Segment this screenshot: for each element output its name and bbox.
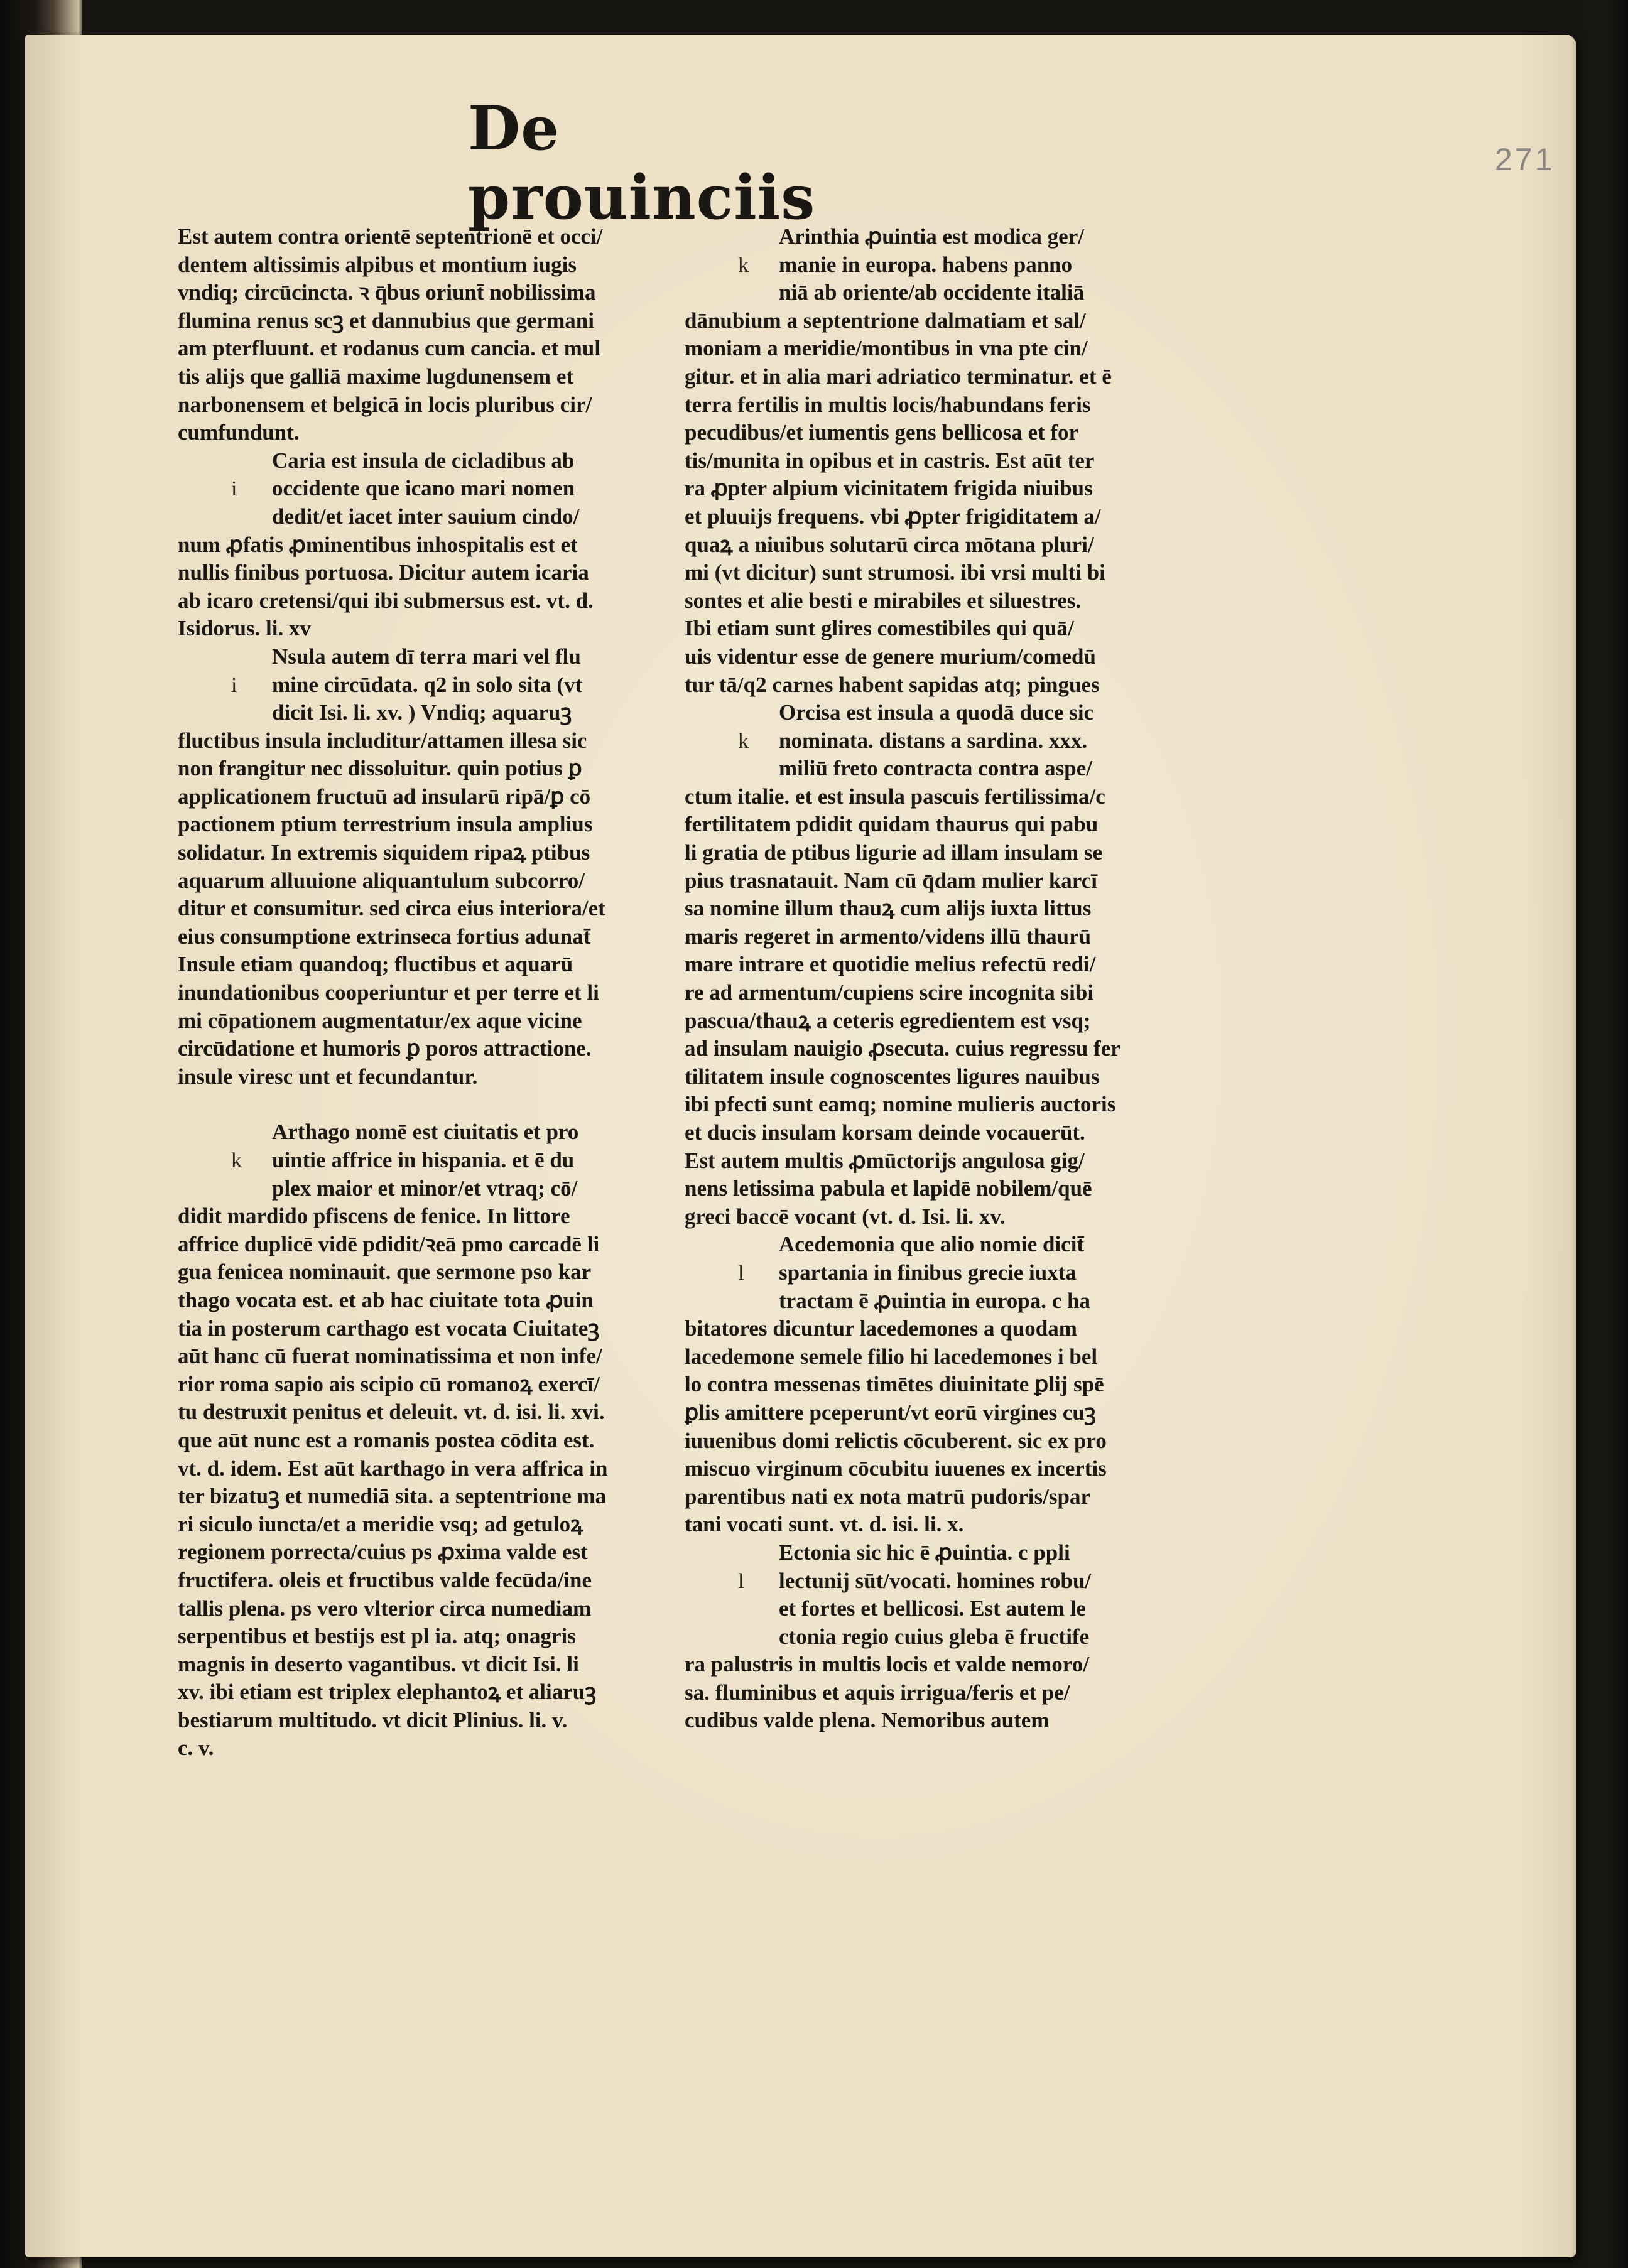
- text-line: pecudibus/et iumentis gens bellicosa et for: [685, 420, 1079, 445]
- guide-letter: k: [738, 253, 749, 277]
- text-line: [178, 671, 655, 699]
- text-line: nullis finibus portuosa. Dicitur autem icaria: [178, 560, 589, 585]
- text-line: ꝑlis amittere pceperunt/vt eorū virgines cuꝫ: [685, 1400, 1096, 1425]
- text-line: ibi pfecti sunt eamq; nomine mulieris auctoris: [685, 1092, 1116, 1117]
- text-line: pascua/thauꝝ a ceteris egredientem est vsq;: [685, 1008, 1091, 1033]
- text-line: sontes et alie besti e mirabiles et siluestres.: [685, 588, 1082, 613]
- line-text: Orcisa est insula a quodā duce sic: [779, 700, 1094, 725]
- text-line: mare intrare et quotidie melius refectū redi/: [685, 952, 1096, 977]
- text-line: maris regeret in armento/videns illū thaurū: [685, 924, 1092, 949]
- text-line: [685, 755, 1162, 783]
- text-line: [178, 503, 655, 531]
- line-text: ctonia regio cuius gleba ē fructife: [779, 1624, 1090, 1649]
- text-line: greci baccē vocant (vt. d. Isi. li. xv.: [685, 1204, 1006, 1229]
- text-line: magnis in deserto vagantibus. vt dicit Isi. li: [178, 1651, 579, 1677]
- text-line: circūdatione et humoris ꝑ poros attractione.: [178, 1036, 592, 1061]
- text-line: [178, 1118, 655, 1147]
- text-line: mi (vt dicitur) sunt strumosi. ibi vrsi multi bi: [685, 560, 1105, 585]
- text-line: tis/munita in opibus et in castris. Est aūt ter: [685, 448, 1095, 473]
- text-line: vndiq; circūcincta. ꝛ q̄bus oriunt̄ nobilissima: [178, 280, 596, 305]
- guide-letter: l: [738, 1261, 744, 1285]
- right-text-column: [685, 223, 1162, 1735]
- text-line: Est autem contra orientē septentrionē et occi/: [178, 224, 603, 249]
- text-line: tis alijs que galliā maxime lugdunensem et: [178, 364, 574, 389]
- text-line: c. v.: [178, 1736, 214, 1761]
- text-line: quaꝝ a niuibus solutarū circa mōtana pluri/: [685, 532, 1094, 557]
- guide-letter: k: [231, 1149, 242, 1172]
- text-line: bitatores dicuntur lacedemones a quodam: [685, 1316, 1077, 1341]
- text-line: sa nomine illum thauꝝ cum alijs iuxta littus: [685, 896, 1092, 921]
- line-text: uintie affrice in hispania. et ē du: [272, 1148, 575, 1172]
- text-line: Insule etiam quandoq; fluctibus et aquarū: [178, 952, 573, 977]
- text-line: fertilitatem pdidit quidam thaurus qui pabu: [685, 812, 1099, 837]
- text-line: [685, 727, 1162, 755]
- text-line: bestiarum multitudo. vt dicit Plinius. li. v.: [178, 1707, 568, 1732]
- text-line: eius consumptione extrinseca fortius adunat̄: [178, 924, 591, 949]
- text-line: et ducis insulam korsam deinde vocauerūt.: [685, 1120, 1085, 1145]
- text-line: parentibus nati ex nota matrū pudoris/spar: [685, 1484, 1090, 1509]
- text-line: [685, 251, 1162, 279]
- guide-letter: k: [738, 729, 749, 753]
- line-text: niā ab oriente/ab occidente italiā: [779, 280, 1085, 305]
- line-text: dedit/et iacet inter sauium cindo/: [272, 504, 580, 529]
- line-text: mine circūdata. q2 in solo sita (vt: [272, 672, 583, 697]
- line-text: miliū freto contracta contra aspe/: [779, 756, 1092, 781]
- text-line: lo contra messenas timētes diuinitate ꝑlij spē: [685, 1372, 1104, 1397]
- text-line: tallis plena. ps vero vlterior circa numediam: [178, 1596, 592, 1621]
- text-line: non frangitur nec dissoluitur. quin potius ꝑ: [178, 756, 582, 781]
- text-line: lacedemone semele filio hi lacedemones i bel: [685, 1344, 1098, 1369]
- line-text: Arthago nomē est ciuitatis et pro: [272, 1120, 579, 1145]
- text-line: rior roma sapio ais scipio cū romanoꝝ exercī/: [178, 1371, 600, 1396]
- text-line: ad insulam nauigio ꝓsecuta. cuius regressu fer: [685, 1036, 1121, 1061]
- text-line: li gratia de ptibus ligurie ad illam insulam se: [685, 840, 1103, 865]
- guide-letter: i: [231, 477, 237, 501]
- guide-letter: i: [231, 673, 237, 697]
- text-line: nens letissima pabula et lapidē nobilem/quē: [685, 1176, 1092, 1201]
- left-text-column: [178, 223, 655, 1763]
- text-line: tani vocati sunt. vt. d. isi. li. x.: [685, 1512, 964, 1537]
- text-line: gua fenicea nominauit. que sermone pso kar: [178, 1260, 592, 1285]
- text-line: ab icaro cretensi/qui ibi submersus est. vt. d.: [178, 588, 594, 613]
- text-line: tia in posterum carthago est vocata Ciuitateꝫ: [178, 1315, 600, 1341]
- text-line: cumfundunt.: [178, 420, 300, 445]
- text-line: Est autem multis ꝓmūctorijs angulosa gig/: [685, 1148, 1085, 1173]
- text-line: ra palustris in multis locis et valde nemoro/: [685, 1652, 1089, 1677]
- text-line: xv. ibi etiam est triplex elephantoꝝ et aliaruꝫ: [178, 1680, 597, 1705]
- text-line: tu destruxit penitus et deleuit. vt. d. isi. li. xvi.: [178, 1400, 605, 1425]
- text-line: Isidorus. li. xv: [178, 616, 311, 641]
- text-line: ri siculo iuncta/et a meridie vsq; ad getuloꝝ: [178, 1511, 583, 1536]
- text-line: cudibus valde plena. Nemoribus autem: [685, 1708, 1050, 1733]
- text-line: [178, 447, 655, 475]
- text-line: [685, 1595, 1162, 1623]
- text-line: pactionem ptium terrestrium insula amplius: [178, 812, 593, 837]
- text-line: narbonensem et belgicā in locis pluribus cir/: [178, 392, 592, 417]
- text-line: [178, 1147, 655, 1175]
- text-line: dānubium a septentrione dalmatiam et sal/: [685, 308, 1086, 333]
- text-line: [685, 279, 1162, 307]
- text-line: miscuo virginum cōcubitu iuuenes ex incertis: [685, 1456, 1107, 1481]
- text-line: affrice duplicē vidē pdidit/ꝛeā pmo carcadē li: [178, 1231, 600, 1256]
- text-line: num ꝓfatis ꝓminentibus inhospitalis est et: [178, 532, 578, 557]
- text-line: ditur et consumitur. sed circa eius interiora/et: [178, 896, 605, 921]
- text-line: uis videntur esse de genere murium/comedū: [685, 644, 1096, 669]
- line-text: lectunij sūt/vocati. homines robu/: [779, 1568, 1092, 1593]
- text-line: sa. fluminibus et aquis irrigua/feris et pe/: [685, 1680, 1070, 1705]
- text-line: [178, 699, 655, 727]
- text-line: [685, 699, 1162, 727]
- line-text: nominata. distans a sardina. xxx.: [779, 728, 1088, 753]
- text-line: aūt hanc cū fuerat nominatissima et non infe/: [178, 1344, 602, 1369]
- text-line: que aūt nunc est a romanis postea cōdita est.: [178, 1427, 595, 1452]
- text-line: [178, 1175, 655, 1203]
- line-text: Acedemonia que alio nomie dicit̄: [779, 1232, 1085, 1257]
- line-text: et fortes et bellicosi. Est autem le: [779, 1596, 1086, 1621]
- text-line: [178, 475, 655, 503]
- text-line: ctum italie. et est insula pascuis fertilissima/c: [685, 784, 1105, 809]
- line-text: occidente que icano mari nomen: [272, 476, 575, 501]
- text-line: serpentibus et bestijs est pl ia. atq; onagris: [178, 1624, 576, 1649]
- text-line: Ibi etiam sunt glires comestibiles qui quā/: [685, 616, 1074, 641]
- text-line: terra fertilis in multis locis/habundans feris: [685, 392, 1091, 417]
- text-line: thago vocata est. et ab hac ciuitate tota ꝓuin: [178, 1287, 594, 1312]
- text-line: gitur. et in alia mari adriatico terminatur. et ē: [685, 364, 1112, 389]
- folio-number: 271: [1495, 142, 1555, 177]
- text-line: moniam a meridie/montibus in vna pte cin/: [685, 336, 1088, 361]
- text-line: solidatur. In extremis siquidem ripaꝝ ptibus: [178, 840, 590, 865]
- text-line: [685, 1539, 1162, 1567]
- line-text: manie in europa. habens panno: [779, 252, 1073, 277]
- text-line: [685, 1623, 1162, 1651]
- text-line: iuuenibus domi relictis cōcuberent. sic ex pro: [685, 1428, 1107, 1453]
- text-line: ter bizatuꝫ et numediā sita. a septentrione ma: [178, 1484, 607, 1509]
- text-line: fluctibus insula includitur/attamen illesa sic: [178, 728, 587, 753]
- line-text: tractam ē ꝓuintia in europa. c ha: [779, 1288, 1091, 1313]
- text-line: didit mardido pfiscens de fenice. In littore: [178, 1204, 570, 1229]
- text-line: tilitatem insule cognoscentes ligures nauibus: [685, 1064, 1100, 1089]
- line-text: spartania in finibus grecie iuxta: [779, 1260, 1077, 1285]
- text-line: [685, 1287, 1162, 1315]
- text-line: regionem porrecta/cuius ps ꝓxima valde est: [178, 1540, 588, 1565]
- text-line: insule viresc unt et fecundantur.: [178, 1064, 478, 1089]
- text-line: pius trasnatauit. Nam cū q̄dam mulier karcī: [685, 868, 1097, 893]
- text-line: tur tā/q2 carnes habent sapidas atq; pingues: [685, 672, 1100, 697]
- page-edge-shadow: [1571, 0, 1628, 2268]
- text-line: [685, 1259, 1162, 1287]
- text-line: re ad armentum/cupiens scire incognita sibi: [685, 980, 1094, 1005]
- line-text: Nsula autem dī terra mari vel flu: [272, 644, 581, 669]
- text-line: applicationem fructuū ad insularū ripā/ꝑ cō: [178, 784, 591, 809]
- text-line: flumina renus scꝫ et dannubius que germani: [178, 308, 594, 333]
- text-line: [685, 1567, 1162, 1596]
- text-line: fructifera. oleis et fructibus valde fecūda/ine: [178, 1567, 592, 1592]
- text-line: mi cōpationem augmentatur/ex aque vicine: [178, 1008, 582, 1033]
- line-text: Caria est insula de cicladibus ab: [272, 448, 575, 473]
- text-line: et pluuijs frequens. vbi ꝓpter frigiditatem a/: [685, 504, 1101, 529]
- line-text: plex maior et minor/et vtraq; cō/: [272, 1175, 578, 1201]
- text-line: [178, 643, 655, 671]
- text-line: am pterfluunt. et rodanus cum cancia. et mul: [178, 336, 601, 361]
- text-line: inundationibus cooperiuntur et per terre et li: [178, 980, 599, 1005]
- text-line: vt. d. idem. Est aūt karthago in vera affrica in: [178, 1455, 608, 1481]
- text-line: [685, 223, 1162, 251]
- line-text: Arinthia ꝓuintia est modica ger/: [779, 224, 1084, 249]
- page-heading: De prouinciis: [468, 93, 816, 233]
- text-line: ra ꝓpter alpium vicinitatem frigida niuibus: [685, 476, 1093, 501]
- line-text: Ectonia sic hic ē ꝓuintia. c ppli: [779, 1540, 1070, 1565]
- line-text: dicit Isi. li. xv. ) Vndiq; aquaruꝫ: [272, 700, 572, 725]
- text-line: aquarum alluuione aliquantulum subcorro/: [178, 868, 585, 893]
- text-line: dentem altissimis alpibus et montium iugis: [178, 252, 577, 277]
- text-line: [685, 1231, 1162, 1259]
- guide-letter: l: [738, 1569, 744, 1593]
